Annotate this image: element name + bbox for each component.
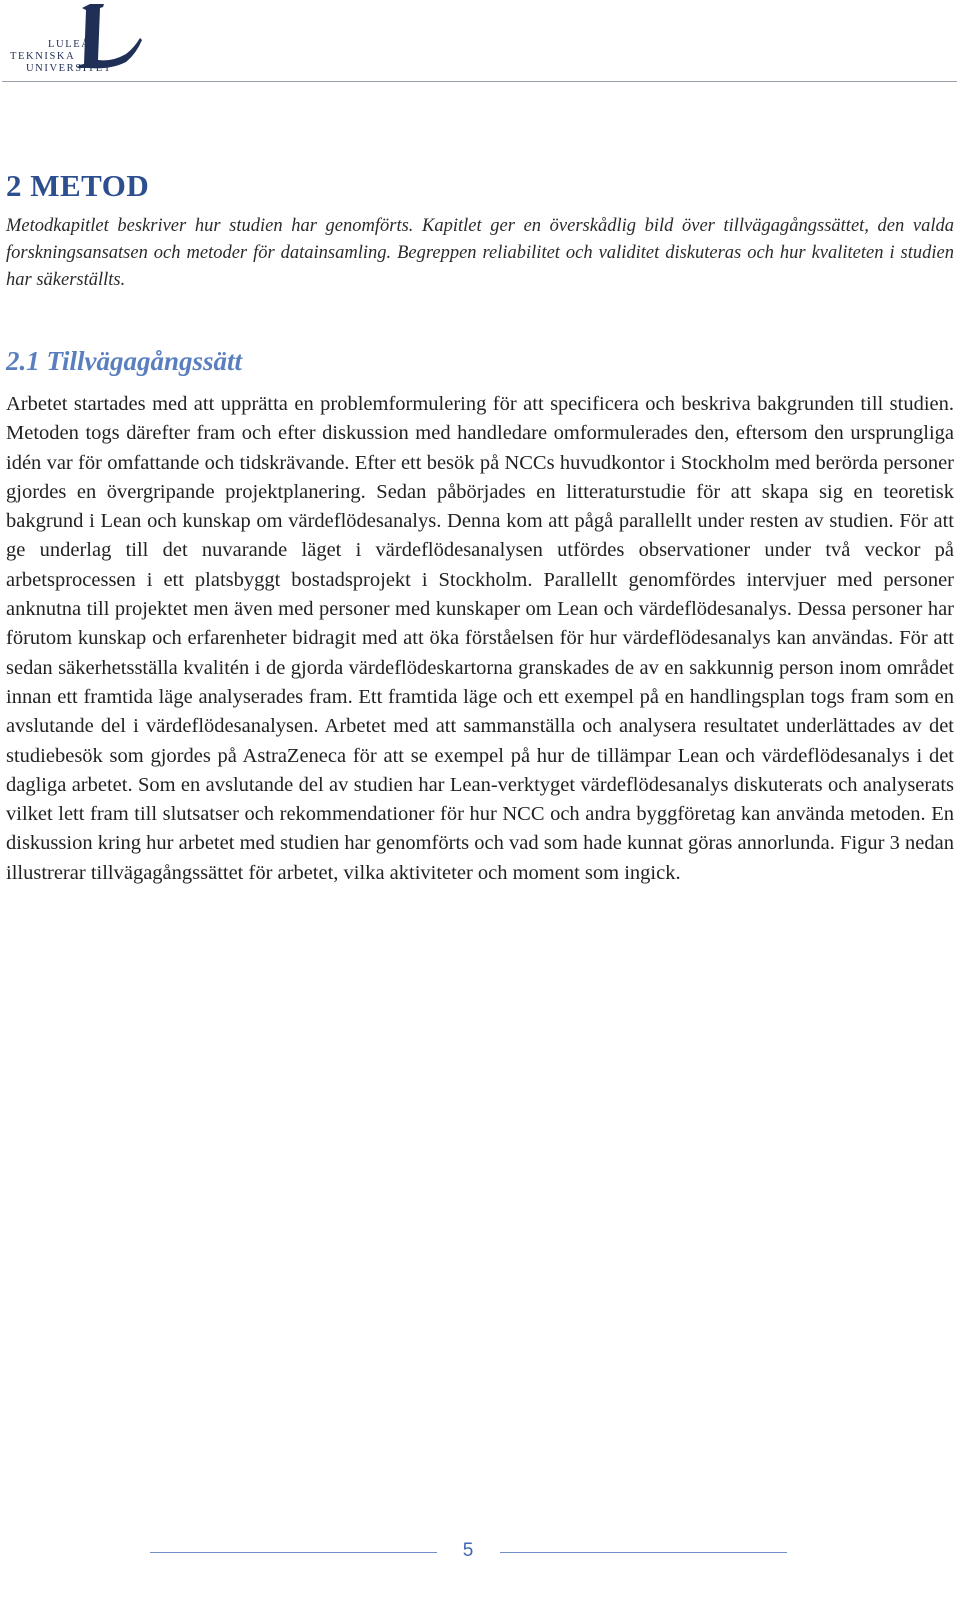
footer-divider-left bbox=[150, 1552, 437, 1553]
page-number: 5 bbox=[462, 1540, 474, 1561]
logo-text-line1: LULEÅ bbox=[48, 39, 91, 50]
section-body: Arbetet startades med att upprätta en problemformulering för att specificera och beskriva bakgrunden till studien. Metoden togs därefter fram och efter diskussion med handledare omformulerades den, eftersom den ursprungliga idén var för omfattande och tidskrävande. Efter ett besök på NCCs huvudkontor i Stockholm med berörda personer gjordes en övergripande projektplanering. Sedan påbörjades en litteraturstudie för att skapa sig en teoretisk bakgrund i Lean och kunskap om värdeflödesanalys. Denna kom att pågå parallellt under resten av studien. För att ge underlag till det nuvarande läget i värdeflödesanalysen utfördes observationer under två veckor på arbetsprocessen i ett platsbyggt bostadsprojekt i Stockholm. Parallellt genomfördes intervjuer med personer anknutna till projektet men även med personer med kunskaper om Lean och värdeflödesanalys. Dessa personer har förutom kunskap och erfarenheter bidragit med att öka förståelsen för hur värdeflödesanalys kan användas. För att sedan säkerhetsställa kvalitén i de gjorda värdeflödeskartorna granskades de av en sakkunnig person inom området innan ett framtida läge analyserades fram. Ett framtida läge och ett exempel på en handlingsplan togs fram som en avslutande del i värdeflödesanalysen. Arbetet med att sammanställa och analysera resultatet underlättades av det studiebesök som gjordes på AstraZeneca för att se exempel på hur de tillämpar Lean och värdeflödesanalys i det dagliga arbetet. Som en avslutande del av studien har Lean-verktyget värdeflödesanalys diskuterats och analyserats vilket lett fram till slutsatser och rekommendationer för hur NCC och andra byggföretag kan använda metoden. En diskussion kring hur arbetet med studien har genomförts och vad som hade kunnat göras annorlunda. Figur 3 nedan illustrerar tillvägagångssättet för arbetet, vilka aktiviteter och moment som ingick. bbox=[6, 393, 954, 884]
footer-divider-right bbox=[500, 1552, 787, 1553]
header-divider bbox=[2, 81, 957, 82]
logo-text-line3: UNIVERSITET bbox=[26, 63, 112, 74]
university-logo bbox=[8, 2, 148, 78]
chapter-intro: Metodkapitlet beskriver hur studien har genomförts. Kapitlet ger en överskådlig bild över tillvägagångssättet, den valda forskningsansatsen och metoder för datainsamling. Begreppen reliabilitet och validitet diskuteras och hur kvaliteten i studien har säkerställts. bbox=[6, 216, 954, 290]
logo-text-line2: TEKNISKA bbox=[10, 51, 76, 62]
chapter-heading: 2 METOD bbox=[6, 168, 150, 203]
page-header bbox=[0, 0, 960, 84]
section-heading: 2.1 Tillvägagångssätt bbox=[6, 346, 243, 376]
